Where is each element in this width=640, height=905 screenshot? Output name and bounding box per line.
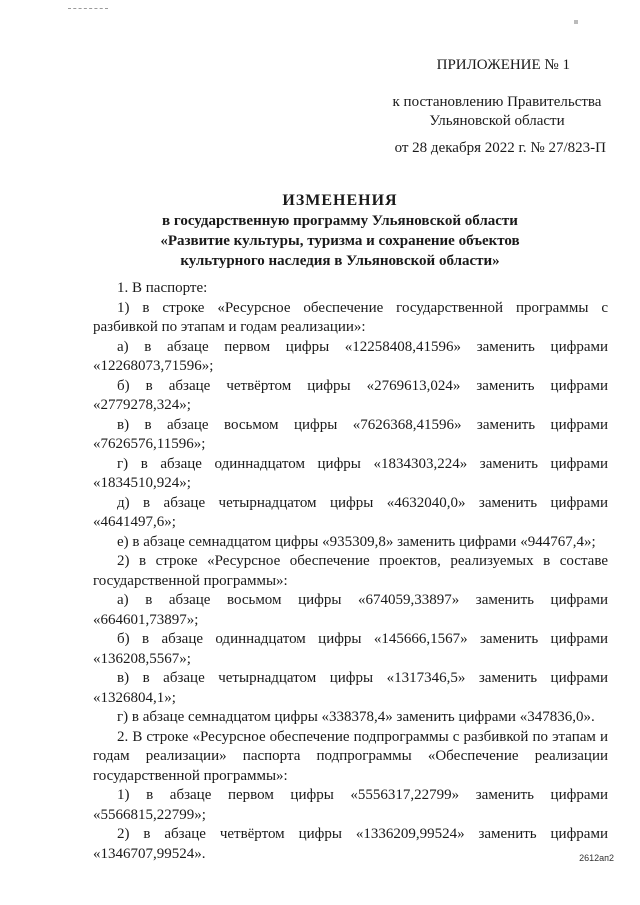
footer-code: 2612ап2 bbox=[579, 853, 614, 863]
appendix-label: ПРИЛОЖЕНИЕ № 1 bbox=[436, 57, 570, 73]
resolution-reference bbox=[387, 93, 607, 131]
title-main: ИЗМЕНЕНИЯ bbox=[282, 192, 398, 209]
scan-artifact-dot bbox=[574, 20, 578, 24]
paragraph: г) в абзаце одиннадцатом цифры «1834303,224» заменить цифрами «1834510,924»; bbox=[93, 455, 608, 491]
paragraph: е) в абзаце семнадцатом цифры «935309,8» заменить цифрами «944767,4»; bbox=[117, 533, 596, 550]
paragraph: 1) в строке «Ресурсное обеспечение государственной программы с разбивкой по этапам и годам реализации»: bbox=[93, 299, 608, 335]
resolution-date: от 28 декабря 2022 г. № 27/823-П bbox=[394, 140, 606, 156]
resolution-reference-line1: к постановлению Правительства bbox=[392, 94, 602, 110]
scan-artifact bbox=[68, 8, 108, 9]
paragraph: б) в абзаце четвёртом цифры «2769613,024» заменить цифрами «2779278,324»; bbox=[93, 377, 608, 413]
title-line-1: в государственную программу Ульяновской области bbox=[162, 213, 518, 229]
document-body bbox=[93, 279, 608, 864]
paragraph: 1. В паспорте: bbox=[117, 280, 208, 296]
paragraph: а) в абзаце восьмом цифры «674059,33897» заменить цифрами «664601,73897»; bbox=[93, 592, 608, 628]
paragraph: 2) в абзаце четвёртом цифры «1336209,99524» заменить цифрами «1346707,99524». bbox=[93, 826, 608, 862]
paragraph: д) в абзаце четырнадцатом цифры «4632040,0» заменить цифрами «4641497,6»; bbox=[93, 494, 608, 530]
paragraph: в) в абзаце восьмом цифры «7626368,41596» заменить цифрами «7626576,11596»; bbox=[93, 416, 608, 452]
document-title bbox=[60, 191, 620, 271]
paragraph: 1) в абзаце первом цифры «5556317,22799» заменить цифрами «5566815,22799»; bbox=[93, 787, 608, 823]
paragraph: 2) в строке «Ресурсное обеспечение проектов, реализуемых в составе государственной программы»: bbox=[93, 553, 608, 589]
paragraph: 2. В строке «Ресурсное обеспечение подпрограммы с разбивкой по этапам и годам реализации» паспорта подпрограммы «Обеспечение реализации государственной программы»: bbox=[93, 728, 608, 784]
paragraph: г) в абзаце семнадцатом цифры «338378,4» заменить цифрами «347836,0». bbox=[117, 709, 595, 725]
title-line-2: «Развитие культуры, туризма и сохранение объектов bbox=[160, 233, 520, 249]
resolution-reference-line2: Ульяновской области bbox=[429, 113, 565, 129]
paragraph: б) в абзаце одиннадцатом цифры «145666,1567» заменить цифрами «136208,5567»; bbox=[93, 631, 608, 667]
paragraph: в) в абзаце четырнадцатом цифры «1317346,5» заменить цифрами «1326804,1»; bbox=[93, 670, 608, 706]
paragraph: а) в абзаце первом цифры «12258408,41596» заменить цифрами «12268073,71596»; bbox=[93, 338, 608, 374]
title-line-3: культурного наследия в Ульяновской области» bbox=[180, 253, 500, 269]
